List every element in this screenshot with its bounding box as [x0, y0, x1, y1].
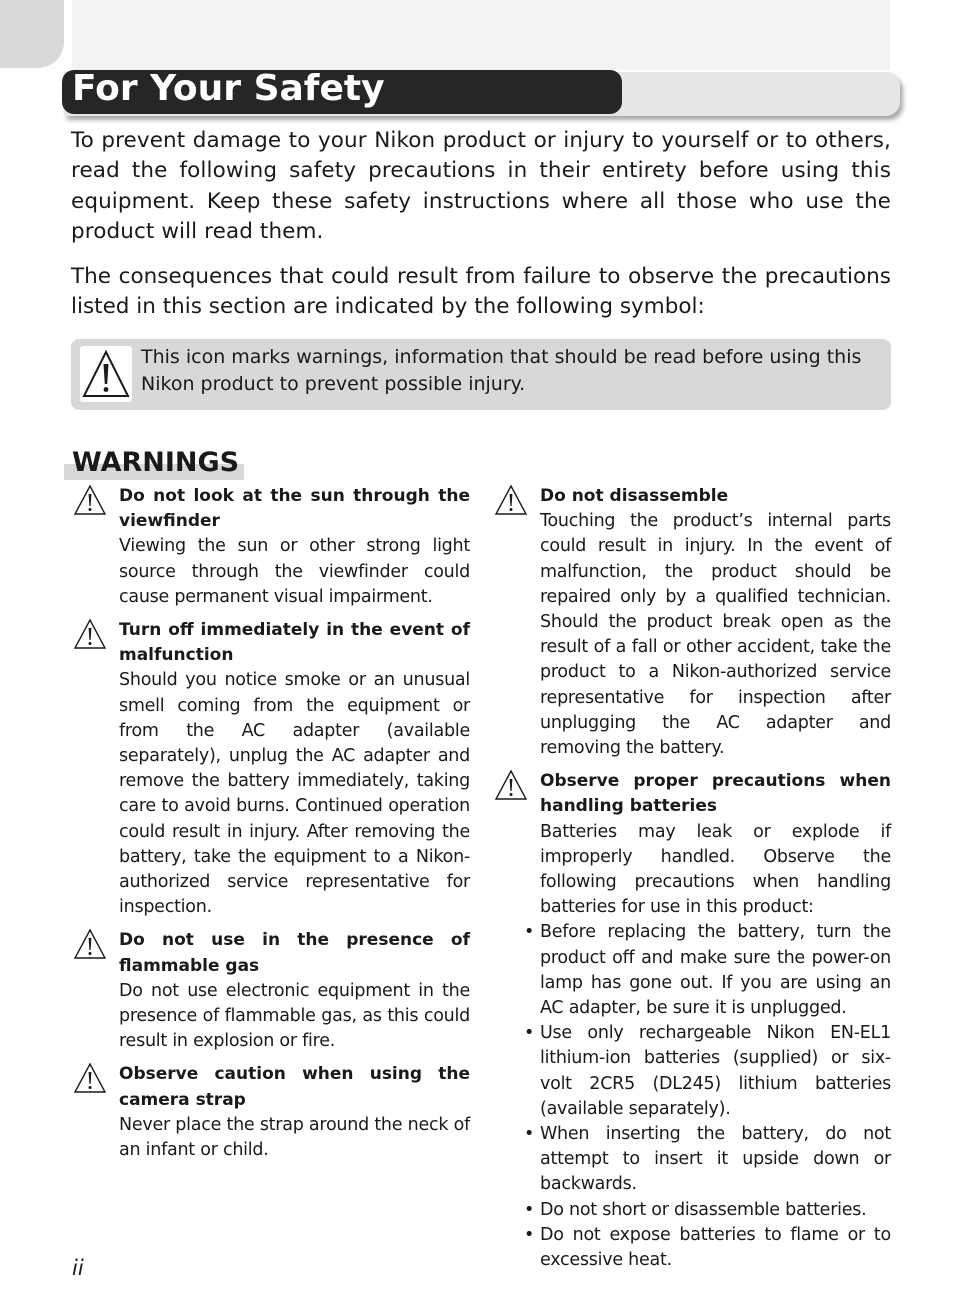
battery-precaution-list: [524, 920, 891, 1273]
list-item-text: When inserting the battery, do not attempt to insert it upside down or backwards.: [540, 1124, 891, 1195]
warning-title: Do not disassemble: [540, 486, 729, 506]
warning-triangle-icon: [73, 1062, 107, 1094]
warning-title: Do not look at the sun through the viewfinder: [119, 486, 470, 532]
bullet-mark: •: [524, 1224, 535, 1245]
warning-triangle-icon: [73, 928, 107, 960]
warnings-heading-text: WARNINGS: [72, 447, 240, 478]
page-number: ii: [72, 1256, 84, 1280]
list-item: [524, 1122, 891, 1198]
list-item: [524, 1198, 891, 1223]
bullet-mark: •: [524, 922, 535, 943]
warning-body: Touching the product’s internal parts could result in injury. In the event of malfunction, the product should be repaired only by a qualified technician. Should the product break open as the result of a fall or other accident, take the product to a Nikon-authorized service representative for inspection after unplugging the AC adapter and removing the battery.: [540, 511, 891, 759]
list-item: [524, 920, 891, 1021]
bullet-mark: •: [524, 1199, 535, 1220]
warning-triangle-icon: [494, 484, 528, 516]
list-item-text: Do not expose batteries to flame or to excessive heat.: [540, 1224, 891, 1271]
list-item: [524, 1021, 891, 1122]
warning-item: [119, 618, 470, 920]
warning-item: [119, 484, 470, 610]
bullet-mark: •: [524, 1023, 535, 1044]
warnings-right-column: [524, 484, 891, 1281]
warning-body: Do not use electronic equipment in the presence of flammable gas, as this could result in explosion or fire.: [119, 980, 470, 1052]
warning-body: Should you notice smoke or an unusual smell coming from the equipment or from the AC adapter (available separately), unplug the AC adapter and remove the battery immediately, taking care to avoid burns. Continued operation could result in injury. After removing the battery, take the equipment to a Nikon-authorized service representative for inspection.: [119, 670, 470, 918]
intro-paragraph-2: The consequences that could result from failure to observe the precautions listed in this section are indicated by the following symbol:: [71, 264, 891, 320]
list-item-text: Do not short or disassemble batteries.: [540, 1199, 867, 1220]
warning-triangle-icon: [80, 346, 132, 402]
warning-triangle-icon: [494, 769, 528, 801]
warning-item: [524, 769, 891, 1273]
list-item-text: Before replacing the battery, turn the product off and make sure the power-on lamp has gone out. If you are using an AC adapter, be sure it is unplugged.: [540, 922, 891, 1019]
warnings-left-column: [119, 484, 470, 1171]
corner-tab: [0, 0, 64, 68]
warning-body: Batteries may leak or explode if improperly handled. Observe the following precautions when handling batteries for use in this product:: [540, 821, 891, 918]
intro-paragraph-1: To prevent damage to your Nikon product or injury to yourself or to others, read the following safety precautions in their entirety before using this equipment. Keep these safety instructions where all those who use the product will read them.: [71, 128, 891, 245]
notice-text: This icon marks warnings, information that should be read before using this Nikon product to prevent possible injury.: [141, 346, 862, 395]
warning-item: [119, 1062, 470, 1163]
warning-item: [119, 928, 470, 1054]
header-band: [72, 0, 890, 70]
warning-triangle-icon: [73, 484, 107, 516]
warning-title: Turn off immediately in the event of malfunction: [119, 620, 470, 666]
warning-title: Observe caution when using the camera strap: [119, 1064, 470, 1110]
warning-item: [540, 484, 891, 761]
warning-body: Viewing the sun or other strong light source through the viewfinder could cause permanent visual impairment.: [119, 536, 470, 607]
bullet-mark: •: [524, 1124, 535, 1145]
list-item: [524, 1223, 891, 1273]
page-title: For Your Safety: [72, 68, 385, 109]
warning-body: Never place the strap around the neck of an infant or child.: [119, 1114, 470, 1161]
warnings-heading: [64, 446, 239, 480]
warning-symbol-notice: [71, 339, 891, 410]
warning-title: Observe proper precautions when handling batteries: [540, 771, 891, 817]
list-item-text: Use only rechargeable Nikon EN-EL1 lithium-ion batteries (supplied) or six-volt 2CR5 (DL245) lithium batteries (available separately).: [540, 1023, 891, 1119]
notice-icon-frame: [80, 346, 132, 402]
warning-title: Do not use in the presence of flammable gas: [119, 930, 470, 976]
warning-triangle-icon: [73, 618, 107, 650]
